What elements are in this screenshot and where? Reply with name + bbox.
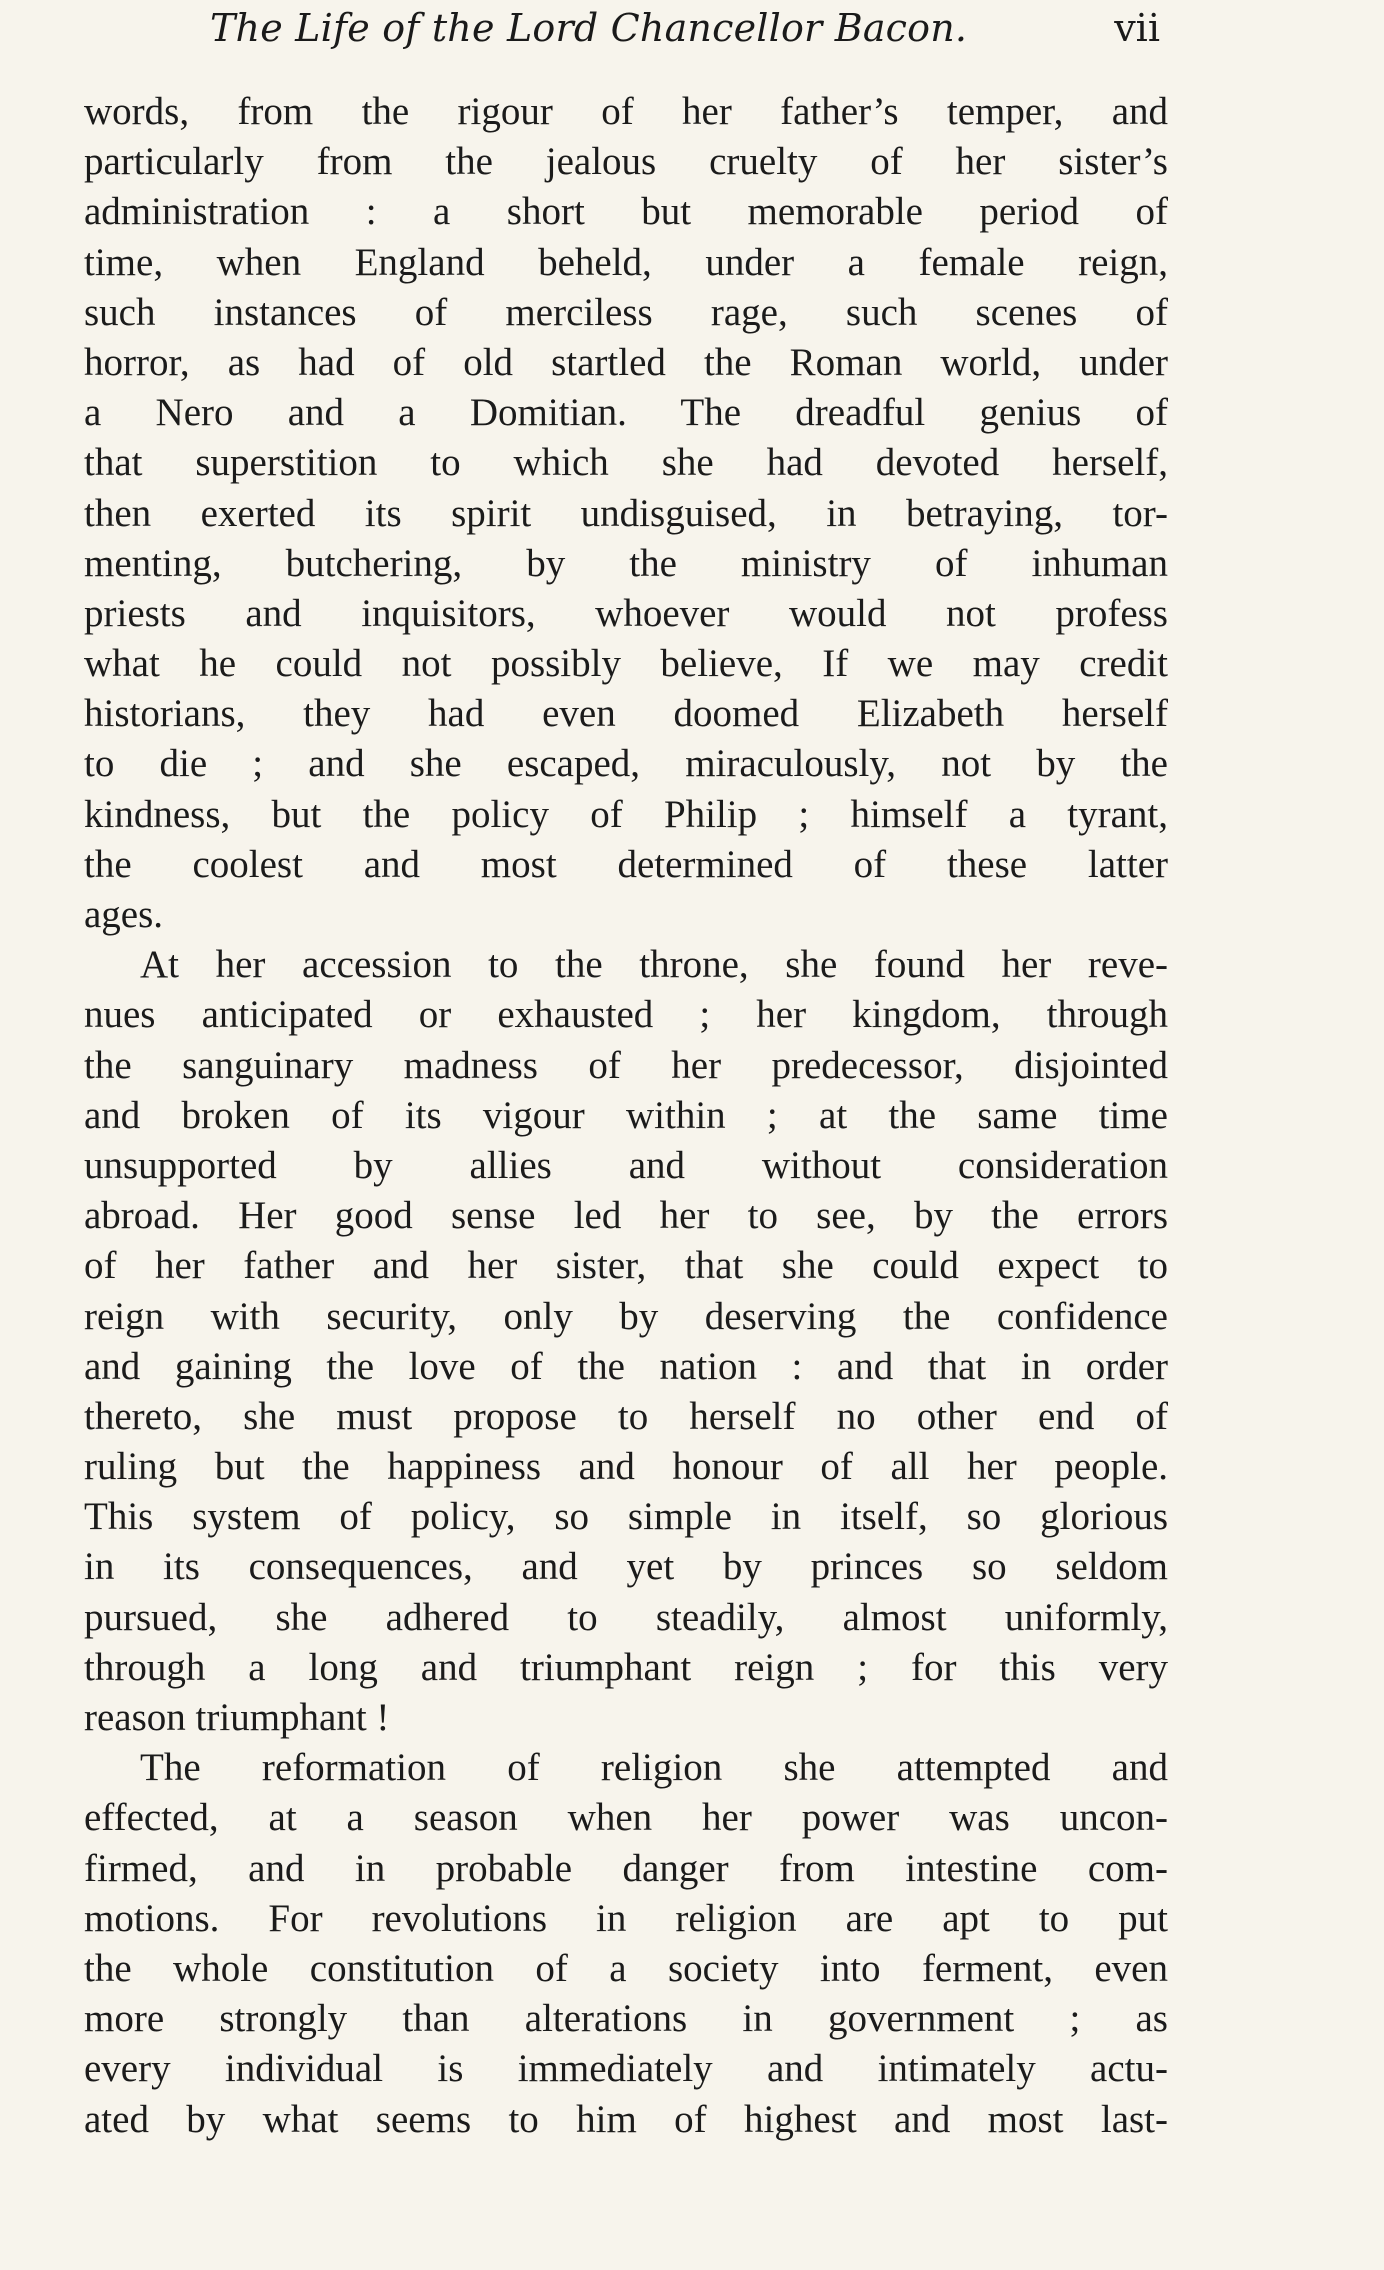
text-line: every individual is immediately and intimately actu- xyxy=(84,2047,1168,2091)
paragraph-end-line: reason triumphant ! xyxy=(84,1696,390,1739)
text-line: ruling but the happiness and honour of all her people. xyxy=(84,1445,1168,1489)
text-line: such instances of merciless rage, such scenes of xyxy=(84,290,1168,334)
paragraph-start-line: At her accession to the throne, she found her reve- xyxy=(140,943,1168,987)
text-line: administration : a short but memorable period of xyxy=(84,190,1168,234)
text-line: effected, at a season when her power was uncon- xyxy=(84,1796,1168,1840)
text-line: in its consequences, and yet by princes so seldom xyxy=(84,1545,1168,1589)
text-line: nues anticipated or exhausted ; her kingdom, through xyxy=(84,993,1168,1037)
text-line: thereto, she must propose to herself no other end of xyxy=(84,1394,1168,1438)
text-line: abroad. Her good sense led her to see, by the errors xyxy=(84,1194,1168,1238)
running-header xyxy=(210,0,1160,60)
paragraph-start-line: The reformation of religion she attempted and xyxy=(140,1746,1168,1790)
text-line: words, from the rigour of her father’s temper, and xyxy=(84,90,1168,133)
text-line: to die ; and she escaped, miraculously, not by the xyxy=(84,742,1168,786)
text-line: historians, they had even doomed Elizabeth herself xyxy=(84,692,1168,736)
text-line: the sanguinary madness of her predecessor, disjointed xyxy=(84,1043,1168,1087)
page-number: vii xyxy=(1114,6,1160,50)
text-line: ated by what seems to him of highest and most last- xyxy=(84,2097,1168,2141)
text-line: of her father and her sister, that she could expect to xyxy=(84,1244,1168,1288)
text-line: motions. For revolutions in religion are apt to put xyxy=(84,1896,1168,1940)
text-line: reign with security, only by deserving the confidence xyxy=(84,1294,1168,1338)
text-line: and broken of its vigour within ; at the same time xyxy=(84,1093,1168,1137)
text-line: through a long and triumphant reign ; for this very xyxy=(84,1645,1168,1689)
text-line: then exerted its spirit undisguised, in betraying, tor- xyxy=(84,491,1168,535)
text-line: what he could not possibly believe, If we may credit xyxy=(84,642,1168,686)
text-line: time, when England beheld, under a female reign, xyxy=(84,240,1168,284)
text-line: that superstition to which she had devoted herself, xyxy=(84,441,1168,485)
text-line: the whole constitution of a society into ferment, even xyxy=(84,1946,1168,1990)
text-line: unsupported by allies and without consideration xyxy=(84,1143,1168,1187)
text-line: the coolest and most determined of these latter xyxy=(84,842,1168,886)
text-line: pursued, she adhered to steadily, almost uniformly, xyxy=(84,1595,1168,1639)
text-line: firmed, and in probable danger from intestine com- xyxy=(84,1846,1168,1890)
text-line: particularly from the jealous cruelty of her sister’s xyxy=(84,140,1168,184)
text-line: This system of policy, so simple in itself, so glorious xyxy=(84,1495,1168,1539)
text-line: horror, as had of old startled the Roman world, under xyxy=(84,340,1168,384)
text-line: more strongly than alterations in government ; as xyxy=(84,1997,1168,2041)
text-line: a Nero and a Domitian. The dreadful genius of xyxy=(84,391,1168,435)
text-line: and gaining the love of the nation : and that in order xyxy=(84,1344,1168,1388)
text-line: kindness, but the policy of Philip ; himself a tyrant, xyxy=(84,792,1168,836)
running-title: The Life of the Lord Chancellor Bacon. xyxy=(210,6,968,50)
body-text xyxy=(84,87,1168,2145)
paragraph-end-line: ages. xyxy=(84,893,164,936)
text-line: menting, butchering, by the ministry of inhuman xyxy=(84,541,1168,585)
text-line: priests and inquisitors, whoever would not profess xyxy=(84,591,1168,635)
